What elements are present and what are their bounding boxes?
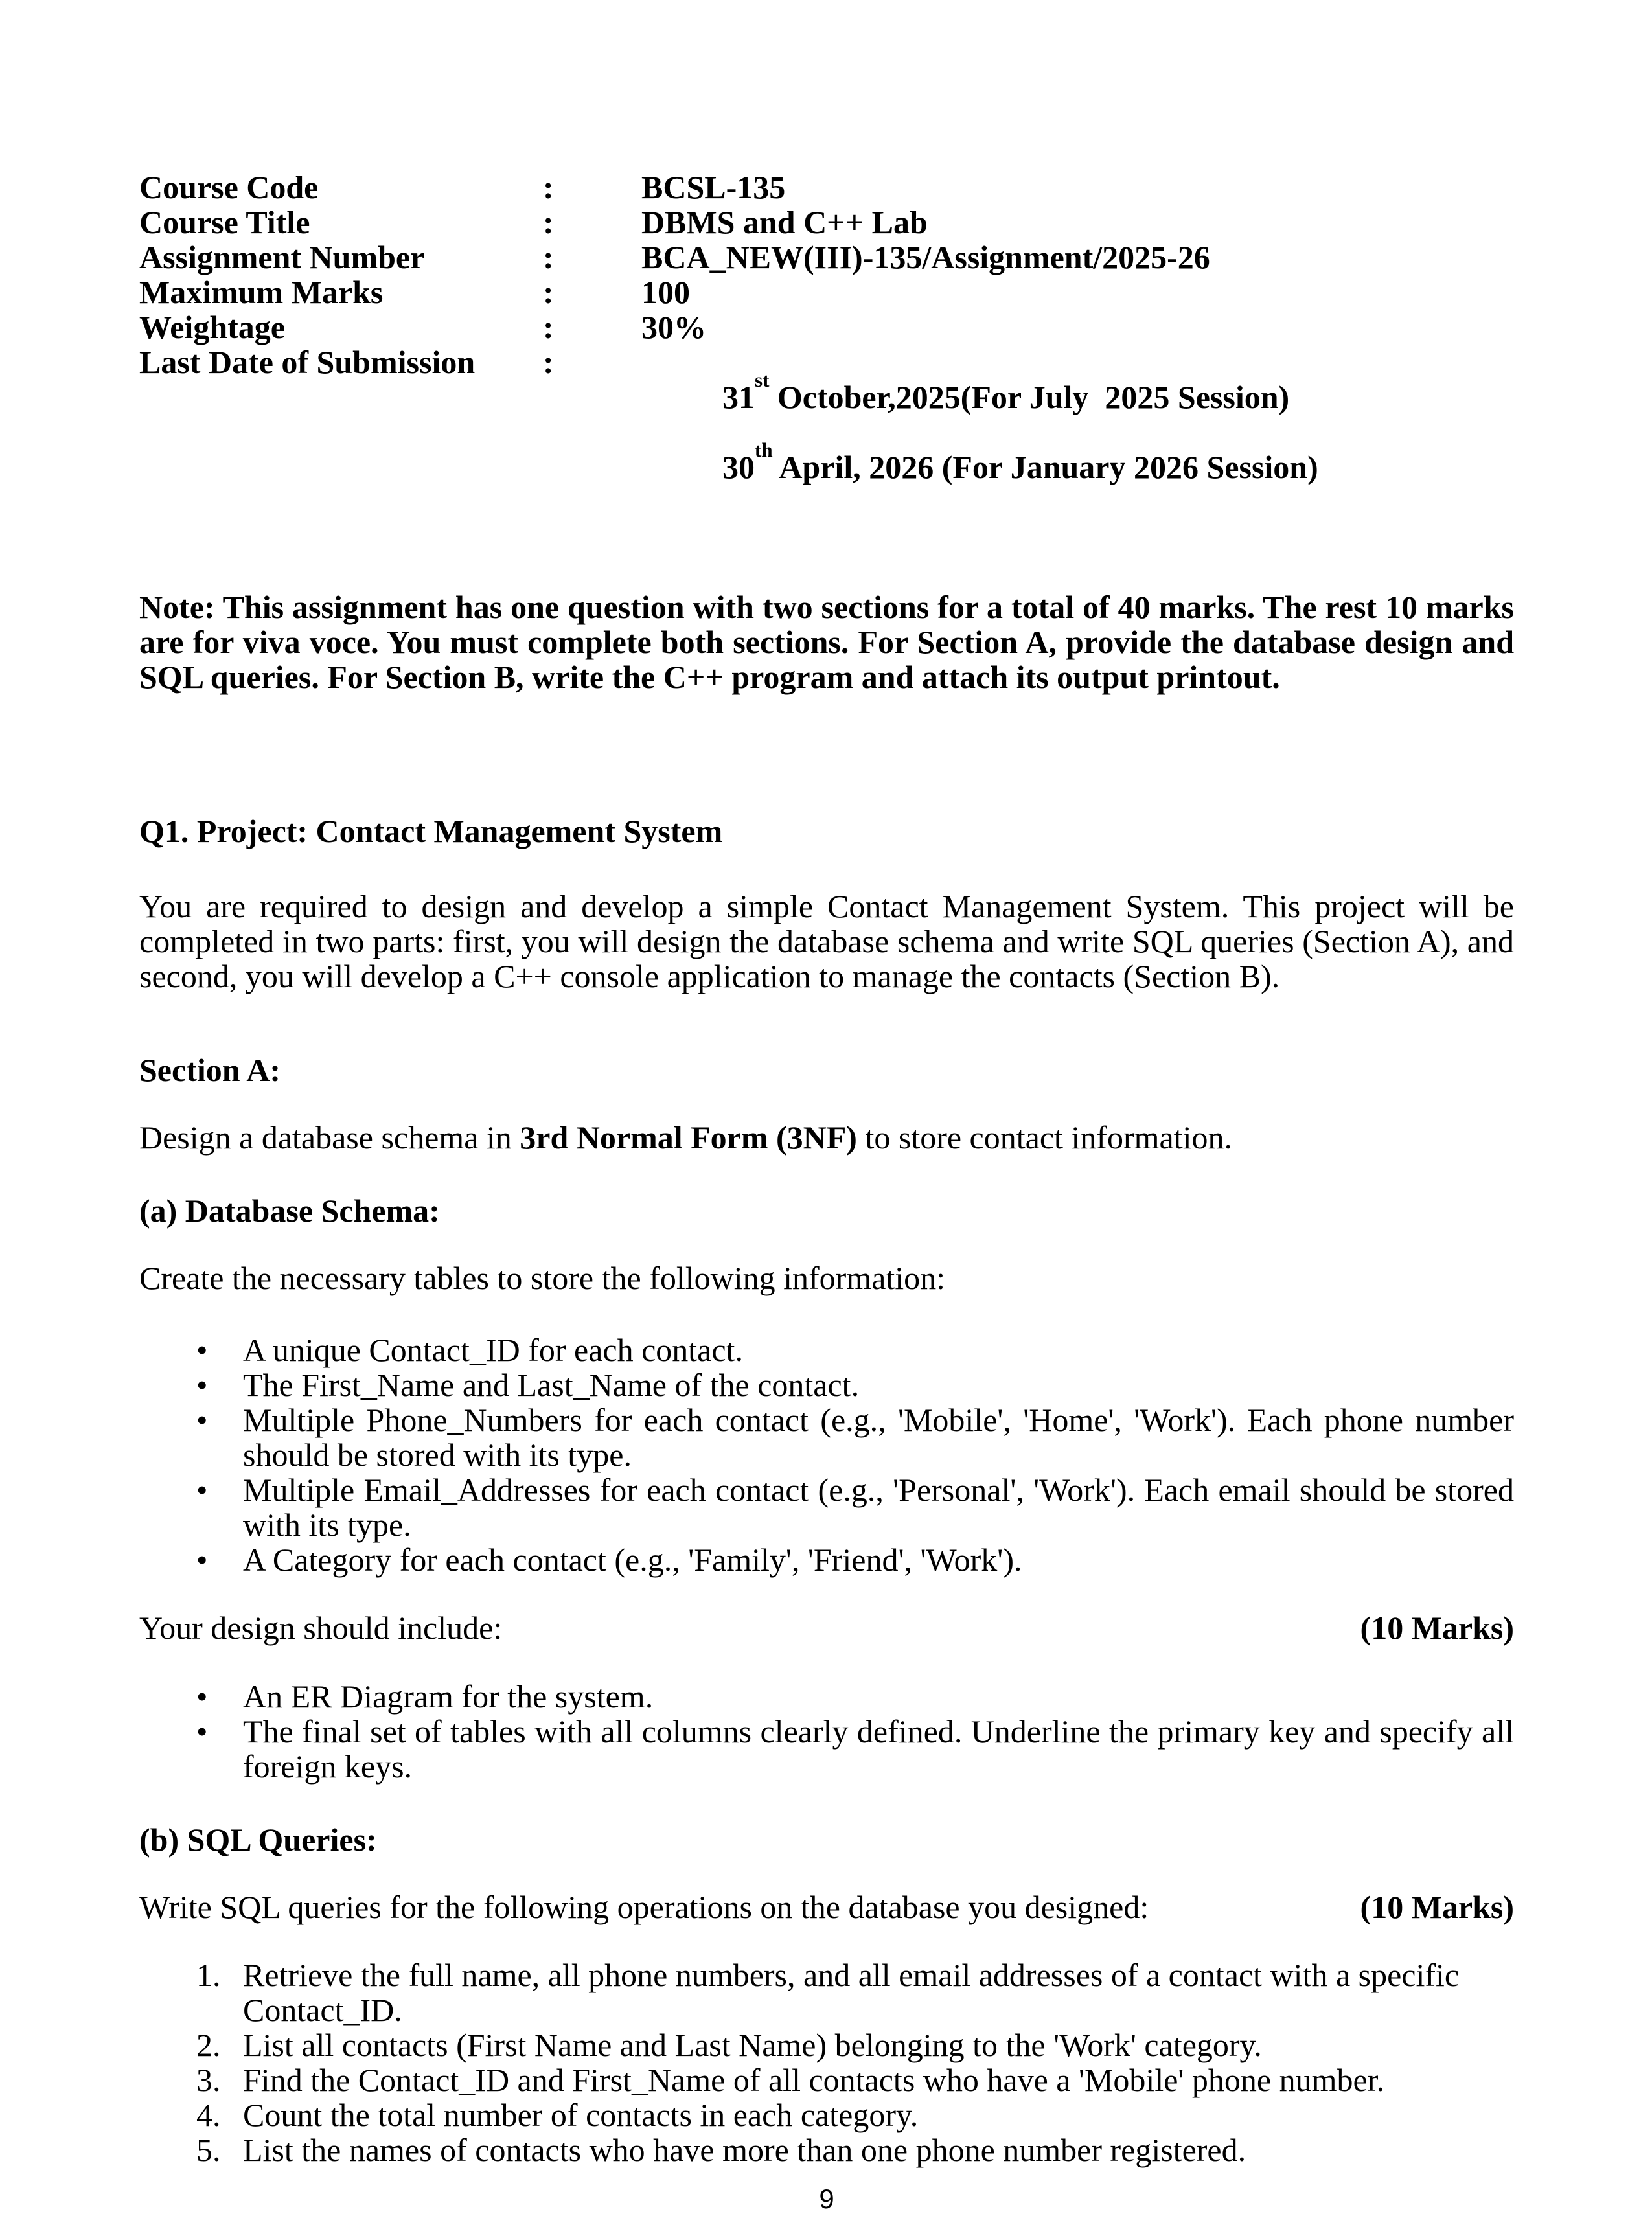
question-heading: Q1. Project: Contact Management System xyxy=(139,813,723,849)
part-b-instruction: Write SQL queries for the following operations on the database you designed: xyxy=(139,1889,1149,1925)
list-item: • The final set of tables with all columns clearly defined. Underline the primary key and specify all foreign keys. xyxy=(139,1714,1514,1784)
list-item: List all contacts (First Name and Last Name) belonging to the 'Work' category. xyxy=(243,2027,1262,2063)
part-b-instruction-row xyxy=(139,1889,1514,1924)
project-intro-paragraph: You are required to design and develop a simple Contact Management System. This project will be completed in two parts: first, you will design the database schema and write SQL queries (Section A), and second, you will develop a C++ console application to manage the contacts (Section B). xyxy=(139,888,1514,994)
schema-requirements-list xyxy=(139,1332,1514,1577)
separator-colon: : xyxy=(543,239,554,275)
design-instruction-line: Design a database schema in 3rd Normal Form (3NF) to store contact information. xyxy=(139,1119,1232,1156)
separator-colon: : xyxy=(543,274,554,310)
list-item: • Multiple Phone_Numbers for each contact (e.g., 'Mobile', 'Home', 'Work'). Each phone number should be stored with its type. xyxy=(139,1402,1514,1472)
course-title-row xyxy=(139,205,1514,240)
list-item: • Multiple Email_Addresses for each contact (e.g., 'Personal', 'Work'). Each email should be stored with its type. xyxy=(139,1472,1514,1542)
separator-colon: : xyxy=(543,169,554,205)
last-date-line-january: 30th April, 2026 (For January 2026 Session) xyxy=(722,439,1318,485)
list-item: Count the total number of contacts in each category. xyxy=(243,2097,919,2133)
list-item: List the names of contacts who have more than one phone number registered. xyxy=(243,2132,1246,2168)
marks-badge: (10 Marks) xyxy=(1360,1889,1514,1925)
ordinal-superscript: th xyxy=(755,439,773,462)
separator-colon: : xyxy=(543,344,554,380)
list-item: • A unique Contact_ID for each contact. xyxy=(139,1332,1514,1367)
list-item: • The First_Name and Last_Name of the contact. xyxy=(139,1367,1514,1402)
last-date-value xyxy=(641,345,1514,519)
course-code-value: BCSL-135 xyxy=(641,169,786,205)
weightage-value: 30% xyxy=(641,309,706,345)
maximum-marks-value: 100 xyxy=(641,274,690,310)
list-item: Retrieve the full name, all phone numbers, and all email addresses of a contact with a specific Contact_ID. xyxy=(243,1957,1460,2028)
ordinal-superscript: st xyxy=(755,369,770,392)
design-include-row xyxy=(139,1610,1514,1645)
assignment-number-row xyxy=(139,240,1514,275)
list-item: • An ER Diagram for the system. xyxy=(139,1679,1514,1714)
part-b-heading: (b) SQL Queries: xyxy=(139,1821,377,1858)
course-info-block xyxy=(139,170,1514,519)
design-deliverables-list xyxy=(139,1679,1514,1784)
separator-colon: : xyxy=(543,309,554,345)
maximum-marks-label: Maximum Marks xyxy=(139,274,384,310)
bold-3nf-phrase: 3rd Normal Form (3NF) xyxy=(520,1119,857,1156)
last-date-label: Last Date of Submission xyxy=(139,344,476,380)
list-item: Find the Contact_ID and First_Name of all contacts who have a 'Mobile' phone number. xyxy=(243,2062,1385,2098)
course-title-label: Course Title xyxy=(139,204,310,240)
last-date-line-july: 31st October,2025(For July 2025 Session) xyxy=(722,369,1290,415)
weightage-row xyxy=(139,310,1514,345)
marks-badge: (10 Marks) xyxy=(1360,1610,1514,1646)
course-title-value: DBMS and C++ Lab xyxy=(641,204,928,240)
assignment-number-value: BCA_NEW(III)-135/Assignment/2025-26 xyxy=(641,239,1210,275)
part-a-instruction: Create the necessary tables to store the following information: xyxy=(139,1260,946,1296)
page-number: 9 xyxy=(819,2184,834,2214)
list-item: • A Category for each contact (e.g., 'Family', 'Friend', 'Work'). xyxy=(139,1542,1514,1577)
last-date-row xyxy=(139,345,1514,519)
assignment-number-label: Assignment Number xyxy=(139,239,425,275)
sql-queries-list xyxy=(139,1957,1514,2167)
section-a-heading: Section A: xyxy=(139,1052,281,1088)
maximum-marks-row xyxy=(139,275,1514,310)
separator-colon: : xyxy=(543,204,554,240)
course-code-row xyxy=(139,170,1514,205)
part-a-heading: (a) Database Schema: xyxy=(139,1193,440,1229)
course-code-label: Course Code xyxy=(139,169,319,205)
note-paragraph: Note: This assignment has one question with two sections for a total of 40 marks. The rest 10 marks are for viva voce. You must complete both sections. For Section A, provide the database design and SQL queries. For Section B, write the C++ program and attach its output printout. xyxy=(139,589,1514,695)
weightage-label: Weightage xyxy=(139,309,285,345)
design-include-text: Your design should include: xyxy=(139,1610,503,1646)
